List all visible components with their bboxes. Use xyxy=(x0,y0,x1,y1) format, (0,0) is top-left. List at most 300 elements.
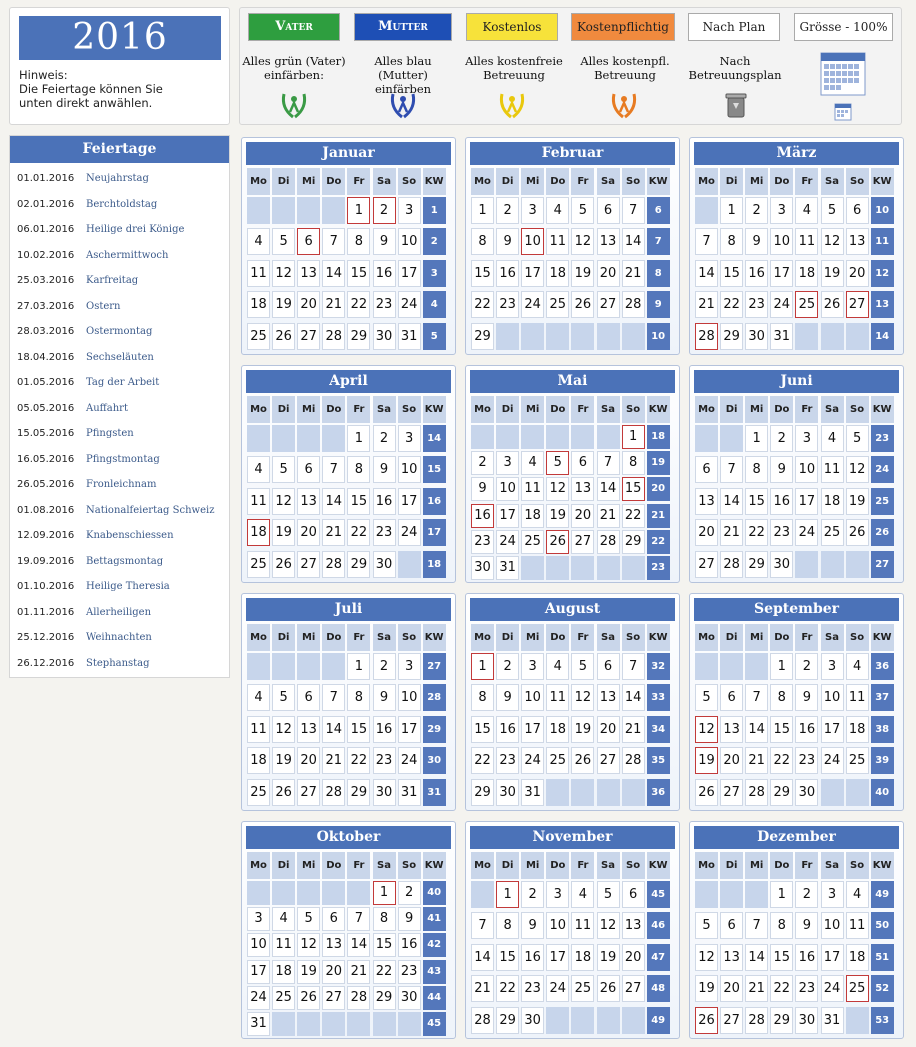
day-cell[interactable]: 18 xyxy=(846,716,869,743)
day-cell[interactable]: 15 xyxy=(720,260,743,287)
day-cell[interactable]: 2 xyxy=(471,451,494,475)
day-cell[interactable]: 7 xyxy=(622,197,645,224)
kostenpflichtig-button[interactable]: Kostenpflichtig xyxy=(571,13,675,41)
day-cell[interactable]: 8 xyxy=(770,912,793,939)
day-cell[interactable]: 7 xyxy=(322,228,345,255)
day-cell[interactable]: 27 xyxy=(571,530,594,554)
green-family-icon[interactable] xyxy=(279,90,309,120)
recycle-bin-icon[interactable] xyxy=(721,90,751,120)
holiday-item[interactable] xyxy=(10,345,229,370)
day-cell[interactable]: 11 xyxy=(546,684,569,711)
day-cell[interactable]: 31 xyxy=(247,1012,270,1036)
holiday-item[interactable] xyxy=(10,498,229,523)
day-cell[interactable]: 4 xyxy=(272,907,295,931)
day-cell[interactable]: 13 xyxy=(720,716,743,743)
day-cell[interactable]: 28 xyxy=(745,779,768,806)
day-cell[interactable]: 17 xyxy=(398,488,421,515)
yellow-family-icon[interactable] xyxy=(497,90,527,120)
day-cell[interactable]: 13 xyxy=(622,912,645,939)
day-cell[interactable]: 14 xyxy=(322,260,345,287)
holiday-day-cell[interactable]: 6 xyxy=(297,228,320,255)
day-cell[interactable]: 21 xyxy=(322,747,345,774)
day-cell[interactable]: 29 xyxy=(347,323,370,350)
day-cell[interactable]: 9 xyxy=(745,228,768,255)
day-cell[interactable]: 10 xyxy=(496,477,519,501)
day-cell[interactable]: 30 xyxy=(471,556,494,580)
day-cell[interactable]: 27 xyxy=(720,779,743,806)
day-cell[interactable]: 26 xyxy=(821,291,844,318)
day-cell[interactable]: 15 xyxy=(471,260,494,287)
blue-family-icon[interactable] xyxy=(388,90,418,120)
day-cell[interactable]: 28 xyxy=(720,551,743,578)
day-cell[interactable]: 13 xyxy=(846,228,869,255)
day-cell[interactable]: 17 xyxy=(247,960,270,984)
day-cell[interactable]: 22 xyxy=(745,519,768,546)
day-cell[interactable]: 22 xyxy=(471,747,494,774)
holiday-item[interactable] xyxy=(10,625,229,650)
day-cell[interactable]: 1 xyxy=(471,197,494,224)
day-cell[interactable]: 17 xyxy=(521,716,544,743)
day-cell[interactable]: 25 xyxy=(821,519,844,546)
day-cell[interactable]: 21 xyxy=(347,960,370,984)
day-cell[interactable]: 6 xyxy=(297,456,320,483)
day-cell[interactable]: 9 xyxy=(496,684,519,711)
day-cell[interactable]: 23 xyxy=(373,519,396,546)
holiday-name[interactable]: Allerheiligen xyxy=(86,606,152,618)
day-cell[interactable]: 22 xyxy=(347,291,370,318)
holiday-day-cell[interactable]: 1 xyxy=(347,197,370,224)
day-cell[interactable]: 23 xyxy=(496,291,519,318)
day-cell[interactable]: 16 xyxy=(496,260,519,287)
day-cell[interactable]: 10 xyxy=(770,228,793,255)
day-cell[interactable]: 24 xyxy=(398,519,421,546)
day-cell[interactable]: 19 xyxy=(272,747,295,774)
day-cell[interactable]: 22 xyxy=(770,975,793,1002)
calendar-icon[interactable] xyxy=(820,52,866,96)
day-cell[interactable]: 27 xyxy=(695,551,718,578)
day-cell[interactable]: 14 xyxy=(695,260,718,287)
day-cell[interactable]: 2 xyxy=(373,653,396,680)
day-cell[interactable]: 21 xyxy=(597,504,620,528)
day-cell[interactable]: 20 xyxy=(846,260,869,287)
day-cell[interactable]: 18 xyxy=(247,747,270,774)
holiday-name[interactable]: Bettagsmontag xyxy=(86,555,164,567)
day-cell[interactable]: 14 xyxy=(745,716,768,743)
day-cell[interactable]: 8 xyxy=(496,912,519,939)
day-cell[interactable]: 30 xyxy=(795,1007,818,1034)
day-cell[interactable]: 12 xyxy=(821,228,844,255)
day-cell[interactable]: 30 xyxy=(770,551,793,578)
day-cell[interactable]: 11 xyxy=(247,488,270,515)
day-cell[interactable]: 9 xyxy=(795,912,818,939)
holiday-name[interactable]: Pfingstmontag xyxy=(86,453,160,465)
day-cell[interactable]: 13 xyxy=(597,228,620,255)
day-cell[interactable]: 6 xyxy=(622,881,645,908)
day-cell[interactable]: 28 xyxy=(347,986,370,1010)
day-cell[interactable]: 1 xyxy=(745,425,768,452)
day-cell[interactable]: 13 xyxy=(597,684,620,711)
day-cell[interactable]: 25 xyxy=(521,530,544,554)
day-cell[interactable]: 27 xyxy=(720,1007,743,1034)
day-cell[interactable]: 14 xyxy=(622,228,645,255)
day-cell[interactable]: 8 xyxy=(471,228,494,255)
day-cell[interactable]: 31 xyxy=(770,323,793,350)
day-cell[interactable]: 14 xyxy=(347,933,370,957)
day-cell[interactable]: 16 xyxy=(745,260,768,287)
day-cell[interactable]: 6 xyxy=(846,197,869,224)
day-cell[interactable]: 16 xyxy=(521,944,544,971)
day-cell[interactable]: 11 xyxy=(846,912,869,939)
day-cell[interactable]: 4 xyxy=(247,456,270,483)
day-cell[interactable]: 20 xyxy=(597,716,620,743)
day-cell[interactable]: 23 xyxy=(373,291,396,318)
day-cell[interactable]: 11 xyxy=(247,260,270,287)
day-cell[interactable]: 5 xyxy=(272,684,295,711)
day-cell[interactable]: 1 xyxy=(720,197,743,224)
day-cell[interactable]: 19 xyxy=(695,975,718,1002)
holiday-name[interactable]: Nationalfeiertag Schweiz xyxy=(86,504,215,516)
day-cell[interactable]: 8 xyxy=(373,907,396,931)
day-cell[interactable]: 22 xyxy=(496,975,519,1002)
day-cell[interactable]: 22 xyxy=(347,519,370,546)
day-cell[interactable]: 12 xyxy=(597,912,620,939)
day-cell[interactable]: 15 xyxy=(373,933,396,957)
holiday-name[interactable]: Aschermittwoch xyxy=(86,249,169,261)
day-cell[interactable]: 17 xyxy=(521,260,544,287)
day-cell[interactable]: 12 xyxy=(546,477,569,501)
day-cell[interactable]: 21 xyxy=(322,291,345,318)
day-cell[interactable]: 1 xyxy=(770,653,793,680)
holiday-name[interactable]: Fronleichnam xyxy=(86,479,157,490)
day-cell[interactable]: 14 xyxy=(322,488,345,515)
holiday-item[interactable] xyxy=(10,523,229,548)
day-cell[interactable]: 13 xyxy=(297,260,320,287)
day-cell[interactable]: 30 xyxy=(496,779,519,806)
day-cell[interactable]: 19 xyxy=(846,488,869,515)
day-cell[interactable]: 28 xyxy=(322,779,345,806)
zoom-button[interactable]: Grösse - 100% xyxy=(794,13,893,41)
day-cell[interactable]: 26 xyxy=(695,779,718,806)
day-cell[interactable]: 3 xyxy=(521,653,544,680)
day-cell[interactable]: 24 xyxy=(795,519,818,546)
day-cell[interactable]: 1 xyxy=(347,653,370,680)
day-cell[interactable]: 28 xyxy=(471,1007,494,1034)
day-cell[interactable]: 7 xyxy=(622,653,645,680)
holiday-item[interactable] xyxy=(10,396,229,421)
day-cell[interactable]: 27 xyxy=(297,323,320,350)
day-cell[interactable]: 27 xyxy=(297,551,320,578)
holiday-item[interactable] xyxy=(10,294,229,319)
day-cell[interactable]: 29 xyxy=(373,986,396,1010)
day-cell[interactable]: 12 xyxy=(846,456,869,483)
holiday-name[interactable]: Weihnachten xyxy=(86,632,152,643)
day-cell[interactable]: 29 xyxy=(347,551,370,578)
day-cell[interactable]: 31 xyxy=(398,779,421,806)
day-cell[interactable]: 2 xyxy=(373,425,396,452)
day-cell[interactable]: 15 xyxy=(347,716,370,743)
day-cell[interactable]: 20 xyxy=(297,291,320,318)
holiday-day-cell[interactable]: 1 xyxy=(496,881,519,908)
day-cell[interactable]: 20 xyxy=(297,747,320,774)
day-cell[interactable]: 4 xyxy=(795,197,818,224)
holiday-day-cell[interactable]: 26 xyxy=(695,1007,718,1034)
day-cell[interactable]: 5 xyxy=(272,456,295,483)
day-cell[interactable]: 5 xyxy=(695,912,718,939)
day-cell[interactable]: 24 xyxy=(398,747,421,774)
day-cell[interactable]: 25 xyxy=(247,323,270,350)
day-cell[interactable]: 10 xyxy=(247,933,270,957)
day-cell[interactable]: 13 xyxy=(695,488,718,515)
day-cell[interactable]: 28 xyxy=(622,291,645,318)
day-cell[interactable]: 1 xyxy=(347,425,370,452)
day-cell[interactable]: 5 xyxy=(846,425,869,452)
day-cell[interactable]: 26 xyxy=(846,519,869,546)
holiday-name[interactable]: Karfreitag xyxy=(86,275,139,286)
holiday-name[interactable]: Stephanstag xyxy=(86,657,150,669)
day-cell[interactable]: 7 xyxy=(322,684,345,711)
day-cell[interactable]: 8 xyxy=(622,451,645,475)
day-cell[interactable]: 2 xyxy=(521,881,544,908)
day-cell[interactable]: 6 xyxy=(695,456,718,483)
day-cell[interactable]: 6 xyxy=(571,451,594,475)
day-cell[interactable]: 12 xyxy=(695,944,718,971)
holiday-item[interactable] xyxy=(10,192,229,217)
holiday-item[interactable] xyxy=(10,447,229,472)
day-cell[interactable]: 11 xyxy=(546,228,569,255)
day-cell[interactable]: 17 xyxy=(398,716,421,743)
day-cell[interactable]: 20 xyxy=(297,519,320,546)
holiday-name[interactable]: Berchtoldstag xyxy=(86,198,158,210)
day-cell[interactable]: 18 xyxy=(546,716,569,743)
day-cell[interactable]: 16 xyxy=(496,716,519,743)
day-cell[interactable]: 20 xyxy=(622,944,645,971)
day-cell[interactable]: 2 xyxy=(496,653,519,680)
day-cell[interactable]: 24 xyxy=(821,747,844,774)
day-cell[interactable]: 16 xyxy=(398,933,421,957)
day-cell[interactable]: 6 xyxy=(720,912,743,939)
day-cell[interactable]: 21 xyxy=(322,519,345,546)
day-cell[interactable]: 10 xyxy=(398,228,421,255)
day-cell[interactable]: 11 xyxy=(521,477,544,501)
day-cell[interactable]: 3 xyxy=(821,881,844,908)
holiday-name[interactable]: Ostern xyxy=(86,300,121,312)
day-cell[interactable]: 12 xyxy=(272,260,295,287)
day-cell[interactable]: 19 xyxy=(571,260,594,287)
day-cell[interactable]: 12 xyxy=(272,716,295,743)
day-cell[interactable]: 23 xyxy=(471,530,494,554)
day-cell[interactable]: 23 xyxy=(795,975,818,1002)
day-cell[interactable]: 2 xyxy=(398,881,421,905)
day-cell[interactable]: 8 xyxy=(720,228,743,255)
day-cell[interactable]: 29 xyxy=(720,323,743,350)
day-cell[interactable]: 29 xyxy=(770,779,793,806)
day-cell[interactable]: 8 xyxy=(770,684,793,711)
holiday-day-cell[interactable]: 27 xyxy=(846,291,869,318)
day-cell[interactable]: 5 xyxy=(695,684,718,711)
day-cell[interactable]: 27 xyxy=(622,975,645,1002)
day-cell[interactable]: 17 xyxy=(795,488,818,515)
day-cell[interactable]: 4 xyxy=(247,684,270,711)
day-cell[interactable]: 29 xyxy=(496,1007,519,1034)
day-cell[interactable]: 23 xyxy=(373,747,396,774)
day-cell[interactable]: 7 xyxy=(597,451,620,475)
day-cell[interactable]: 31 xyxy=(521,779,544,806)
day-cell[interactable]: 27 xyxy=(597,747,620,774)
day-cell[interactable]: 25 xyxy=(546,747,569,774)
holiday-day-cell[interactable]: 1 xyxy=(622,425,645,449)
day-cell[interactable]: 2 xyxy=(795,653,818,680)
day-cell[interactable]: 22 xyxy=(471,291,494,318)
day-cell[interactable]: 9 xyxy=(770,456,793,483)
day-cell[interactable]: 15 xyxy=(496,944,519,971)
day-cell[interactable]: 8 xyxy=(347,228,370,255)
day-cell[interactable]: 22 xyxy=(347,747,370,774)
day-cell[interactable]: 24 xyxy=(496,530,519,554)
day-cell[interactable]: 30 xyxy=(398,986,421,1010)
day-cell[interactable]: 11 xyxy=(821,456,844,483)
day-cell[interactable]: 2 xyxy=(496,197,519,224)
holiday-day-cell[interactable]: 19 xyxy=(695,747,718,774)
vater-button[interactable]: Vater xyxy=(248,13,340,41)
day-cell[interactable]: 26 xyxy=(571,291,594,318)
day-cell[interactable]: 3 xyxy=(496,451,519,475)
day-cell[interactable]: 10 xyxy=(521,684,544,711)
day-cell[interactable]: 14 xyxy=(720,488,743,515)
day-cell[interactable]: 23 xyxy=(521,975,544,1002)
day-cell[interactable]: 11 xyxy=(795,228,818,255)
day-cell[interactable]: 13 xyxy=(322,933,345,957)
day-cell[interactable]: 14 xyxy=(745,944,768,971)
day-cell[interactable]: 9 xyxy=(373,456,396,483)
holiday-day-cell[interactable]: 10 xyxy=(521,228,544,255)
day-cell[interactable]: 17 xyxy=(821,716,844,743)
day-cell[interactable]: 21 xyxy=(695,291,718,318)
day-cell[interactable]: 8 xyxy=(745,456,768,483)
day-cell[interactable]: 14 xyxy=(597,477,620,501)
day-cell[interactable]: 17 xyxy=(398,260,421,287)
day-cell[interactable]: 24 xyxy=(521,291,544,318)
day-cell[interactable]: 15 xyxy=(745,488,768,515)
day-cell[interactable]: 12 xyxy=(272,488,295,515)
day-cell[interactable]: 20 xyxy=(720,975,743,1002)
day-cell[interactable]: 9 xyxy=(398,907,421,931)
day-cell[interactable]: 10 xyxy=(821,912,844,939)
holiday-name[interactable]: Auffahrt xyxy=(86,402,128,414)
day-cell[interactable]: 16 xyxy=(795,716,818,743)
day-cell[interactable]: 26 xyxy=(571,747,594,774)
day-cell[interactable]: 28 xyxy=(745,1007,768,1034)
day-cell[interactable]: 30 xyxy=(373,323,396,350)
day-cell[interactable]: 29 xyxy=(622,530,645,554)
day-cell[interactable]: 19 xyxy=(821,260,844,287)
day-cell[interactable]: 8 xyxy=(471,684,494,711)
day-cell[interactable]: 26 xyxy=(272,551,295,578)
day-cell[interactable]: 1 xyxy=(770,881,793,908)
day-cell[interactable]: 5 xyxy=(297,907,320,931)
day-cell[interactable]: 9 xyxy=(471,477,494,501)
day-cell[interactable]: 25 xyxy=(546,291,569,318)
day-cell[interactable]: 20 xyxy=(695,519,718,546)
day-cell[interactable]: 25 xyxy=(846,747,869,774)
day-cell[interactable]: 23 xyxy=(770,519,793,546)
holiday-name[interactable]: Pfingsten xyxy=(86,428,134,439)
day-cell[interactable]: 7 xyxy=(745,912,768,939)
day-cell[interactable]: 7 xyxy=(347,907,370,931)
day-cell[interactable]: 18 xyxy=(521,504,544,528)
day-cell[interactable]: 18 xyxy=(272,960,295,984)
day-cell[interactable]: 18 xyxy=(571,944,594,971)
holiday-item[interactable] xyxy=(10,600,229,625)
day-cell[interactable]: 3 xyxy=(795,425,818,452)
day-cell[interactable]: 4 xyxy=(521,451,544,475)
day-cell[interactable]: 30 xyxy=(521,1007,544,1034)
holiday-item[interactable] xyxy=(10,651,229,676)
day-cell[interactable]: 16 xyxy=(770,488,793,515)
day-cell[interactable]: 11 xyxy=(571,912,594,939)
day-cell[interactable]: 15 xyxy=(770,944,793,971)
holiday-day-cell[interactable]: 15 xyxy=(622,477,645,501)
day-cell[interactable]: 19 xyxy=(571,716,594,743)
day-cell[interactable]: 17 xyxy=(821,944,844,971)
day-cell[interactable]: 14 xyxy=(471,944,494,971)
day-cell[interactable]: 3 xyxy=(398,197,421,224)
day-cell[interactable]: 28 xyxy=(597,530,620,554)
day-cell[interactable]: 7 xyxy=(322,456,345,483)
day-cell[interactable]: 27 xyxy=(597,291,620,318)
day-cell[interactable]: 9 xyxy=(496,228,519,255)
day-cell[interactable]: 21 xyxy=(720,519,743,546)
day-cell[interactable]: 13 xyxy=(297,488,320,515)
day-cell[interactable]: 12 xyxy=(297,933,320,957)
day-cell[interactable]: 3 xyxy=(521,197,544,224)
day-cell[interactable]: 13 xyxy=(297,716,320,743)
day-cell[interactable]: 21 xyxy=(745,975,768,1002)
holiday-name[interactable]: Sechseläuten xyxy=(86,351,154,363)
day-cell[interactable]: 11 xyxy=(846,684,869,711)
day-cell[interactable]: 22 xyxy=(622,504,645,528)
day-cell[interactable]: 18 xyxy=(546,260,569,287)
holiday-name[interactable]: Neujahrstag xyxy=(86,173,149,184)
day-cell[interactable]: 4 xyxy=(247,228,270,255)
day-cell[interactable]: 10 xyxy=(398,684,421,711)
holiday-day-cell[interactable]: 25 xyxy=(846,975,869,1002)
day-cell[interactable]: 30 xyxy=(745,323,768,350)
orange-family-icon[interactable] xyxy=(609,90,639,120)
holiday-day-cell[interactable]: 18 xyxy=(247,519,270,546)
day-cell[interactable]: 19 xyxy=(297,960,320,984)
day-cell[interactable]: 12 xyxy=(571,684,594,711)
day-cell[interactable]: 4 xyxy=(821,425,844,452)
day-cell[interactable]: 31 xyxy=(496,556,519,580)
holiday-name[interactable]: Ostermontag xyxy=(86,326,153,337)
day-cell[interactable]: 21 xyxy=(622,716,645,743)
day-cell[interactable]: 18 xyxy=(821,488,844,515)
day-cell[interactable]: 5 xyxy=(571,197,594,224)
day-cell[interactable]: 8 xyxy=(347,684,370,711)
day-cell[interactable]: 10 xyxy=(795,456,818,483)
holiday-day-cell[interactable]: 25 xyxy=(795,291,818,318)
day-cell[interactable]: 18 xyxy=(846,944,869,971)
day-cell[interactable]: 11 xyxy=(247,716,270,743)
day-cell[interactable]: 3 xyxy=(247,907,270,931)
day-cell[interactable]: 28 xyxy=(622,747,645,774)
day-cell[interactable]: 18 xyxy=(795,260,818,287)
day-cell[interactable]: 4 xyxy=(846,653,869,680)
day-cell[interactable]: 16 xyxy=(795,944,818,971)
day-cell[interactable]: 12 xyxy=(571,228,594,255)
day-cell[interactable]: 23 xyxy=(795,747,818,774)
day-cell[interactable]: 29 xyxy=(770,1007,793,1034)
